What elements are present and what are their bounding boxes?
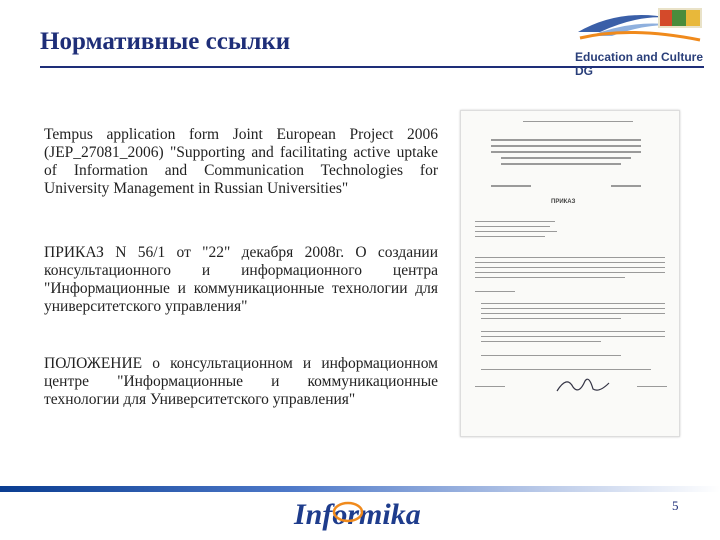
logo-text: Education and Culture DG [575, 50, 704, 78]
scanned-document [460, 110, 680, 437]
paragraph-regulation: ПОЛОЖЕНИЕ о консультационном и информационном центре "Информационные и коммуникационные технологии для Университетского управления" [44, 355, 438, 408]
document-heading: ПРИКАЗ [551, 199, 576, 205]
footer-bar [0, 486, 720, 492]
paragraph-order: ПРИКАЗ N 56/1 от "22" декабря 2008г. О создании консультационного и информационного центра "Информационные и коммуникационные технологии для университетского управления" [44, 244, 438, 315]
page-title: Нормативные ссылки [40, 28, 291, 55]
informika-logo [290, 494, 440, 534]
paragraph-tempus: Tempus application form Joint European Project 2006 (JEP_27081_2006) "Supporting and facilitating active uptake of Information and Communication Technologies for University Management in Russian Universities" [44, 126, 438, 197]
signature-icon [553, 373, 613, 399]
page-number: 5 [672, 498, 679, 513]
informika-logo-text: Informika [294, 498, 421, 531]
